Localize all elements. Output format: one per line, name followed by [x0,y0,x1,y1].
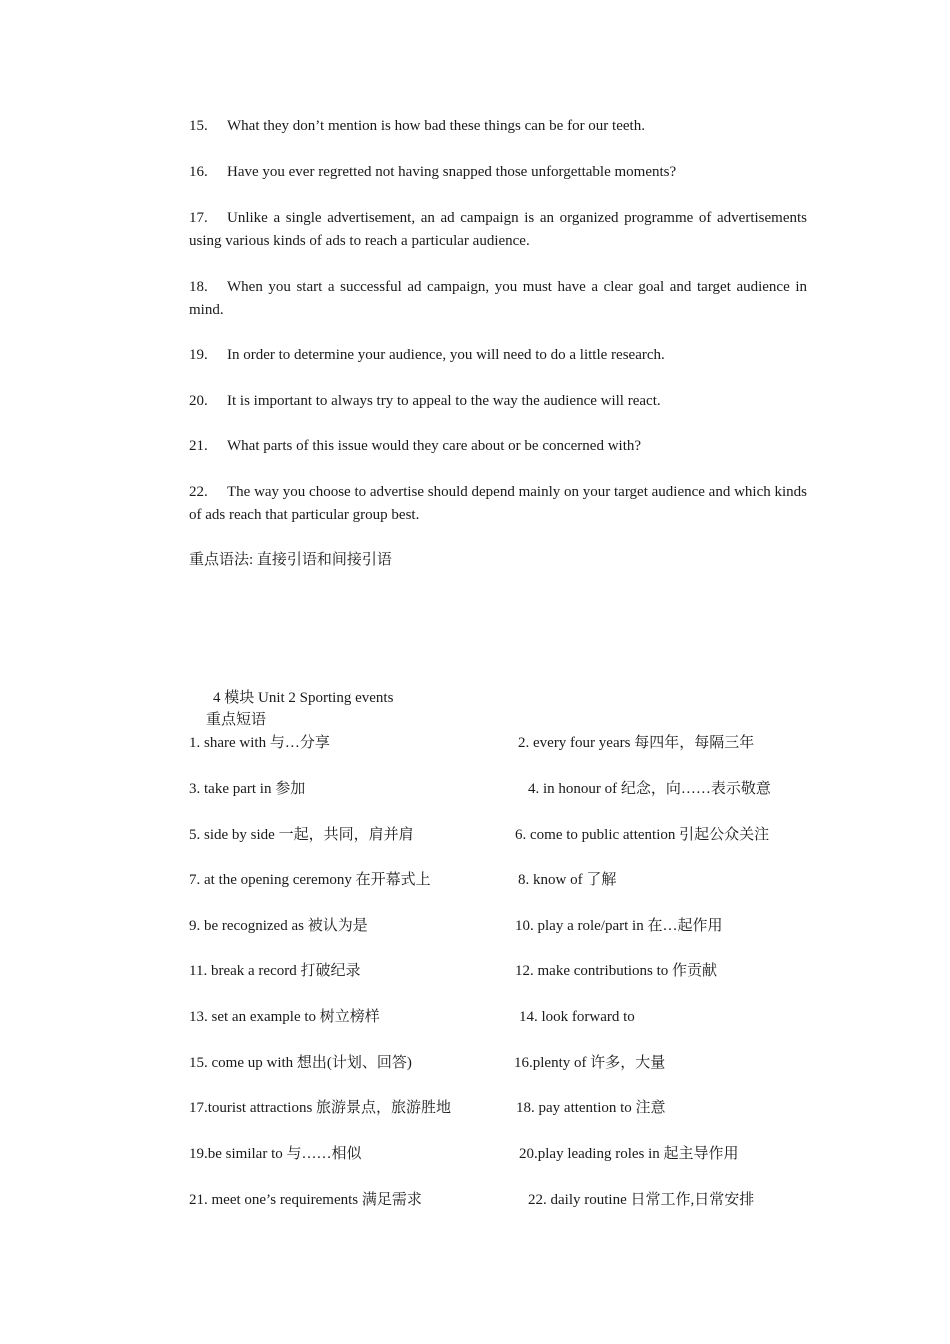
phrase-item: 22. daily routine 日常工作,日常安排 [528,1192,755,1208]
sentence-text: Unlike a single advertisement, an ad campaign is an organized programme of advertisements using various kinds of ads to reach a particular audience. [189,210,807,249]
sentence-text: Have you ever regretted not having snapped those unforgettable moments? [227,164,677,180]
unit-subtitle: 重点短语 [206,712,267,728]
phrase-item: 12. make contributions to 作贡献 [515,963,718,979]
phrase-item: 11. break a record 打破纪录 [189,963,361,979]
phrase-item: 1. share with 与…分享 [189,735,330,751]
sentence-number: 17. [189,210,208,226]
sentence-number: 18. [189,279,208,295]
sentence-16 [189,161,807,184]
phrase-item: 8. know of 了解 [518,872,617,888]
phrase-item: 21. meet one’s requirements 满足需求 [189,1192,422,1208]
sentence-number: 20. [189,393,208,409]
sentence-number: 15. [189,118,208,134]
sentence-15 [189,115,807,138]
phrase-item: 2. every four years 每四年，每隔三年 [518,735,755,751]
phrase-item: 16.plenty of 许多，大量 [514,1055,666,1071]
sentence-20 [189,390,807,413]
phrase-item: 14. look forward to [519,1009,635,1025]
sentence-number: 22. [189,484,208,500]
sentence-text: What parts of this issue would they care about or be concerned with? [227,438,642,454]
sentence-number: 16. [189,164,208,180]
sentence-text: What they don’t mention is how bad these things can be for our teeth. [227,118,645,134]
sentence-number: 19. [189,347,208,363]
phrase-item: 13. set an example to 树立榜样 [189,1009,380,1025]
phrase-item: 4. in honour of 纪念，向……表示敬意 [528,781,771,797]
sentence-21 [189,435,807,458]
sentence-text: When you start a successful ad campaign, you must have a clear goal and target audience in mind. [189,279,807,318]
phrase-item: 5. side by side 一起，共同，肩并肩 [189,827,414,843]
sentence-text: It is important to always try to appeal to the way the audience will react. [227,393,661,409]
phrase-item: 6. come to public attention 引起公众关注 [515,827,770,843]
phrase-item: 9. be recognized as 被认为是 [189,918,368,934]
phrase-item: 19.be similar to 与……相似 [189,1146,362,1162]
phrase-item: 17.tourist attractions 旅游景点，旅游胜地 [189,1100,452,1116]
phrase-item: 18. pay attention to 注意 [516,1100,666,1116]
phrase-item: 15. come up with 想出(计划、回答) [189,1055,412,1071]
sentence-text: The way you choose to advertise should depend mainly on your target audience and which kinds of ads reach that particular group best. [189,484,807,523]
grammar-heading: 重点语法: 直接引语和间接引语 [189,552,392,568]
sentence-text: In order to determine your audience, you will need to do a little research. [227,347,665,363]
sentence-number: 21. [189,438,208,454]
phrase-item: 20.play leading roles in 起主导作用 [519,1146,739,1162]
phrase-item: 10. play a role/part in 在…起作用 [515,918,723,934]
sentence-17 [189,207,807,253]
sentence-19 [189,344,807,367]
sentence-18 [189,276,807,322]
sentence-22 [189,481,807,527]
phrase-item: 3. take part in 参加 [189,781,306,797]
phrase-item: 7. at the opening ceremony 在开幕式上 [189,872,431,888]
unit-title: 4 模块 Unit 2 Sporting events [213,690,394,706]
